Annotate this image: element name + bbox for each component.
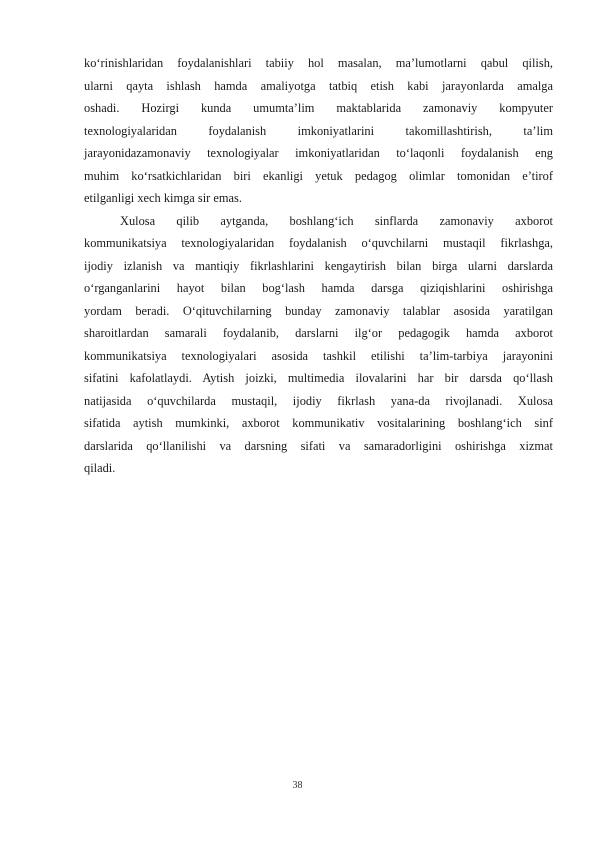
text-line: etilganligi xech kimga sir emas. (84, 191, 242, 205)
text-line: sifatida aytish mumkinki, axborot kommunikativ vositalarining boshlang‘ich sinf (84, 416, 553, 430)
text-line: yordam beradi. O‘qituvchilarning bunday zamonaviy talablar asosida yaratilgan (84, 303, 553, 318)
text-line: muhim ko‘rsatkichlaridan biri ekanligi yetuk pedagog olimlar tomonidan e’tirof (84, 168, 553, 183)
text-line: sharoitlardan samarali foydalanib, darslarni ilg‘or pedagogik hamda axborot (84, 326, 553, 340)
text-line: qiladi. (84, 461, 116, 475)
body-text (84, 52, 553, 480)
text-line: ko‘rinishlaridan foydalanishlari tabiiy hol masalan, ma’lumotlarni qabul qilish, (84, 56, 553, 70)
paragraph-2 (84, 210, 553, 480)
paragraph-1 (84, 52, 553, 210)
text-line: kommunikatsiya texnologiyalaridan foydalanish o‘quvchilarni mustaqil fikrlashga, (84, 236, 553, 250)
text-line: o‘rganganlarini hayot bilan bog‘lash hamda darsga qiziqishlarini oshirishga (84, 281, 553, 295)
text-line: jarayonidazamonaviy texnologiyalar imkoniyatlaridan to‘laqonli foydalanish eng (84, 146, 553, 160)
page-number: 38 (292, 780, 303, 791)
text-line: ijodiy izlanish va mantiqiy fikrlashlarini kengaytirish bilan birga ularni darslarda (84, 258, 553, 273)
text-line: oshadi. Hozirgi kunda umumta’lim maktablarida zamonaviy kompyuter (84, 101, 553, 115)
text-line: Xulosa qilib aytganda, boshlang‘ich sinflarda zamonaviy axborot (120, 213, 553, 228)
text-line: natijasida o‘quvchilarda mustaqil, ijodiy fikrlash yana-da rivojlanadi. Xulosa (84, 393, 553, 408)
text-line: kommunikatsiya texnologiyalari asosida tashkil etilishi ta’lim-tarbiya jarayonini (84, 348, 553, 363)
text-line: sifatini kafolatlaydi. Aytish joizki, multimedia ilovalarini har bir darsda qo‘llash (84, 371, 553, 385)
text-line: darslarida qo‘llanilishi va darsning sifati va samaradorligini oshirishga xizmat (84, 438, 553, 453)
text-line: ularni qayta ishlash hamda amaliyotga tatbiq etish kabi jarayonlarda amalga (84, 78, 553, 93)
text-line: texnologiyalaridan foydalanish imkoniyatlarini takomillashtirish, ta’lim (84, 123, 553, 138)
